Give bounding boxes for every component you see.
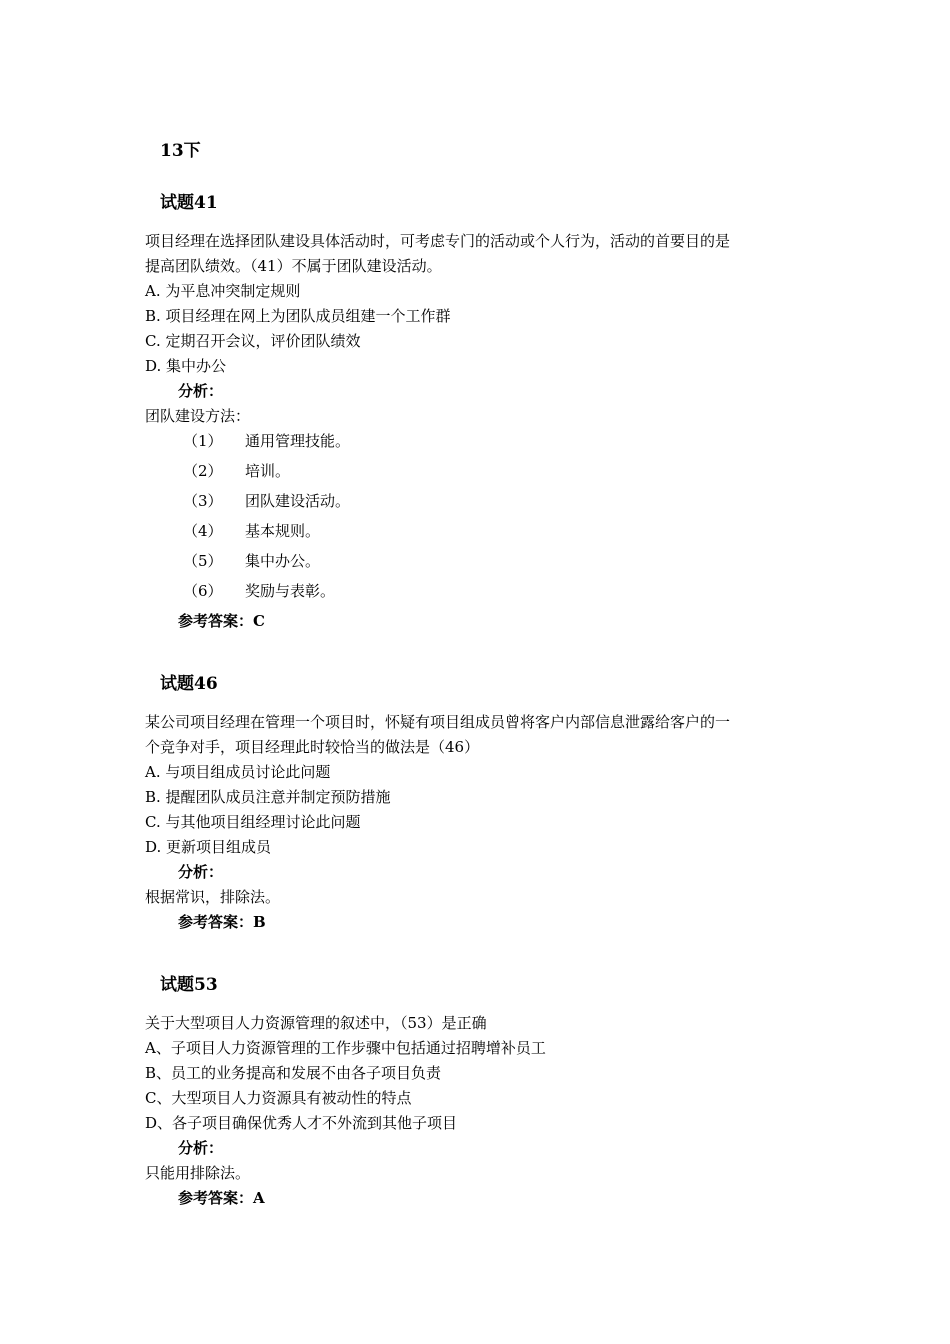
question-stem-line: 关于大型项目人力资源管理的叙述中，（53）是正确 (145, 1014, 487, 1032)
option-b: B、员工的业务提高和发展不由各子项目负责 (145, 1064, 442, 1082)
option-a: A. 为平息冲突制定规则 (145, 282, 301, 300)
question-stem-line: 项目经理在选择团队建设具体活动时，可考虑专门的活动或个人行为，活动的首要目的是 (145, 232, 731, 250)
question-stem-line: 某公司项目经理在管理一个项目时，怀疑有项目组成员曾将客户内部信息泄露给客户的一 (145, 713, 731, 731)
answer: 参考答案：B (178, 913, 266, 931)
list-item-text: 奖励与表彰。 (245, 582, 336, 600)
question-heading: 试题46 (160, 674, 218, 694)
option-c: C、大型项目人力资源具有被动性的特点 (145, 1089, 412, 1107)
option-b: B. 提醒团队成员注意并制定预防措施 (145, 788, 391, 806)
list-item-number: （4） (183, 522, 223, 540)
list-item-text: 基本规则。 (245, 522, 321, 540)
list-item (183, 521, 483, 541)
list-item-number: （2） (183, 462, 223, 480)
list-item-text: 团队建设活动。 (245, 492, 351, 510)
option-c: C. 与其他项目组经理讨论此问题 (145, 813, 361, 831)
list-item (183, 551, 483, 571)
analysis-label: 分析： (178, 863, 224, 881)
option-b: B. 项目经理在网上为团队成员组建一个工作群 (145, 307, 451, 325)
analysis-label: 分析： (178, 382, 224, 400)
list-item-number: （6） (183, 582, 223, 600)
option-d: D. 更新项目组成员 (145, 838, 272, 856)
question-heading: 试题41 (160, 193, 218, 213)
question-heading: 试题53 (160, 975, 218, 995)
list-item (183, 491, 483, 511)
list-item (183, 581, 483, 601)
option-d: D、各子项目确保优秀人才不外流到其他子项目 (145, 1114, 458, 1132)
option-d: D. 集中办公 (145, 357, 227, 375)
option-a: A、子项目人力资源管理的工作步骤中包括通过招聘增补员工 (145, 1039, 546, 1057)
list-item (183, 431, 483, 451)
analysis-text: 只能用排除法。 (145, 1164, 251, 1182)
option-c: C. 定期召开会议，评价团队绩效 (145, 332, 361, 350)
answer: 参考答案：C (178, 612, 265, 630)
list-item-number: （3） (183, 492, 223, 510)
option-a: A. 与项目组成员讨论此问题 (145, 763, 331, 781)
list-item-number: （5） (183, 552, 223, 570)
analysis-label: 分析： (178, 1139, 224, 1157)
question-stem-line: 个竞争对手，项目经理此时较恰当的做法是（46） (145, 738, 480, 756)
question-stem-line: 提高团队绩效。（41）不属于团队建设活动。 (145, 257, 442, 275)
list-item-number: （1） (183, 432, 223, 450)
answer: 参考答案：A (178, 1189, 265, 1207)
list-item (183, 461, 483, 481)
list-item-text: 培训。 (245, 462, 291, 480)
list-item-text: 集中办公。 (245, 552, 321, 570)
analysis-text: 团队建设方法： (145, 407, 251, 425)
list-item-text: 通用管理技能。 (245, 432, 351, 450)
document-title: 13下 (160, 141, 201, 161)
analysis-text: 根据常识，排除法。 (145, 888, 281, 906)
